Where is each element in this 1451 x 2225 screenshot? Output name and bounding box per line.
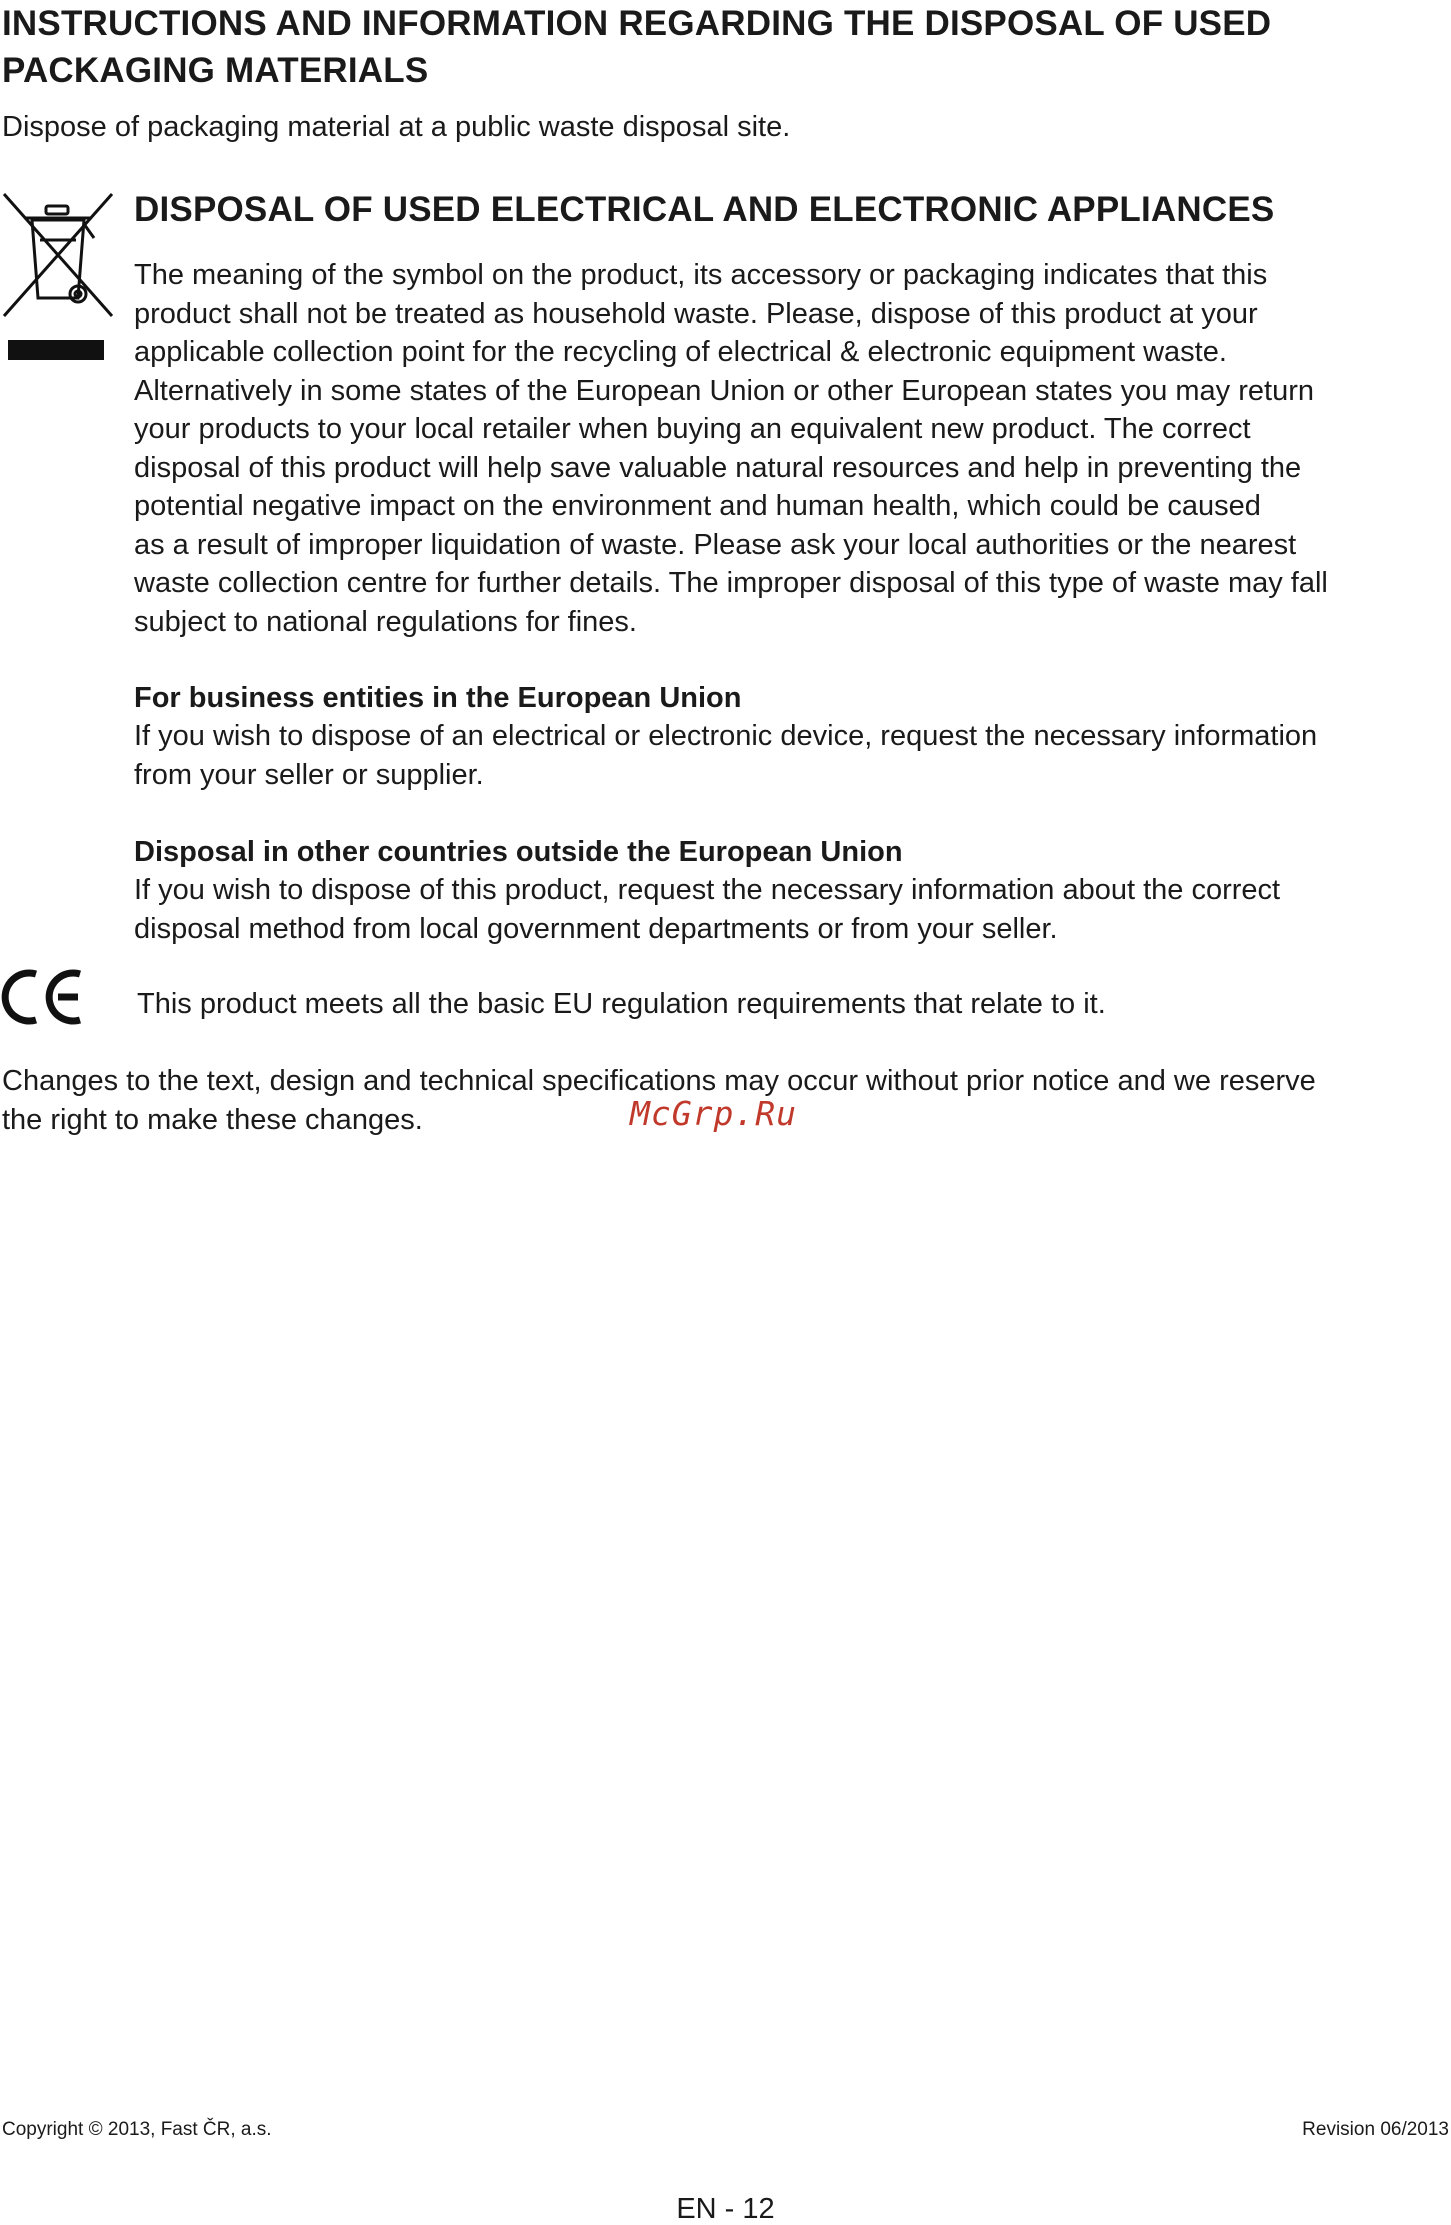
business-eu-text: If you wish to dispose of an electrical or electronic device, request the necessary information from your seller or supplier. xyxy=(134,720,1318,791)
watermark: McGrp.Ru xyxy=(630,1094,797,1133)
outside-eu-heading: Disposal in other countries outside the European Union xyxy=(134,836,903,868)
outside-eu-text: If you wish to dispose of this product, request the necessary information about the correct disposal method from local government departments or from your seller. xyxy=(134,874,1281,945)
weee-paragraph: The meaning of the symbol on the product, its accessory or packaging indicates that this product shall not be treated as household waste. Please, dispose of this product at your applicable collection point for the recycling of electrical & electronic equipment waste. Alternatively in some states of the European Union or other European states you may return your products to your local retailer when buying an equivalent new product. The correct disposal of this product will help save valuable natural resources and help in preventing the potential negative impact on the environment and human health, which could be caused as a result of improper liquidation of waste. Please ask your local authorities or the nearest waste collection centre for further details. The improper disposal of this type of waste may fall subject to national regulations for fines. xyxy=(134,259,1328,638)
changes-notice: Changes to the text, design and technical specifications may occur without prior notice and we reserve the right to make these changes. xyxy=(2,1065,1316,1136)
business-eu-heading: For business entities in the European Union xyxy=(134,682,742,714)
ce-compliance-text: This product meets all the basic EU regulation requirements that relate to it. xyxy=(137,988,1106,1020)
crossed-out-wheelie-bin-icon xyxy=(0,190,116,320)
section-heading-weee: DISPOSAL OF USED ELECTRICAL AND ELECTRONIC APPLIANCES xyxy=(134,190,1275,229)
ce-mark-icon xyxy=(0,966,86,1028)
copyright-text: Copyright © 2013, Fast ČR, a.s. xyxy=(2,2119,272,2140)
page-heading-packaging: INSTRUCTIONS AND INFORMATION REGARDING THE DISPOSAL OF USED PACKAGING MATERIALS xyxy=(2,4,1272,90)
revision-text: Revision 06/2013 xyxy=(1302,2119,1449,2140)
page-number: EN - 12 xyxy=(676,2193,775,2225)
weee-marking-bar xyxy=(8,340,104,360)
packaging-disposal-text: Dispose of packaging material at a public waste disposal site. xyxy=(2,111,791,143)
